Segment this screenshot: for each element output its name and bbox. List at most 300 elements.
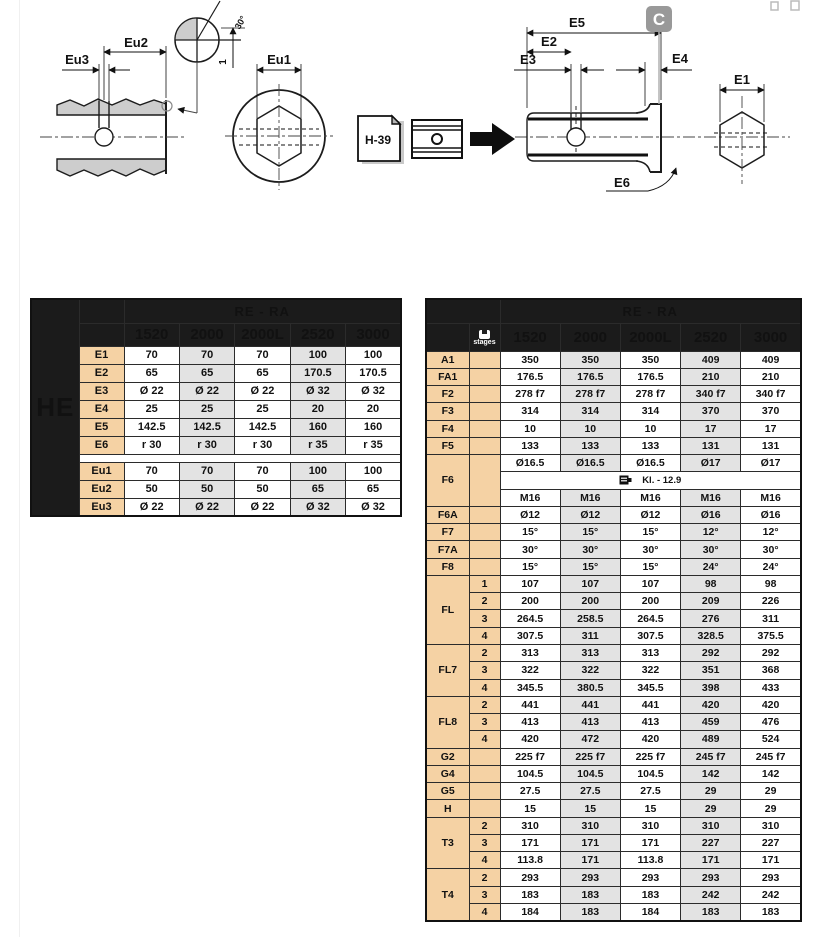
stage-cell: 1: [469, 575, 500, 592]
value-cell: 133: [560, 437, 620, 454]
dim-label-e3: E3: [520, 52, 536, 67]
stage-cell: [469, 368, 500, 385]
value-cell: 227: [741, 834, 801, 851]
technical-drawings: [0, 0, 830, 292]
stage-cell: 4: [469, 679, 500, 696]
value-cell: 420: [741, 696, 801, 713]
value-cell: r 35: [290, 436, 345, 454]
value-cell: 100: [290, 462, 345, 480]
value-cell: 209: [681, 593, 741, 610]
dim-label-e4: E4: [672, 51, 688, 66]
column-header: 1520: [500, 323, 560, 351]
stage-cell: 2: [469, 645, 500, 662]
value-cell: 142.5: [235, 418, 290, 436]
stage-cell: [469, 558, 500, 575]
row-label-cell: E3: [79, 382, 124, 400]
rera-dimensions-table: [425, 298, 802, 922]
view-badge: [646, 6, 672, 104]
value-cell: M16: [741, 489, 801, 506]
value-cell: 413: [620, 714, 680, 731]
sleeve-coupling-icon: [412, 120, 462, 158]
value-cell: 314: [620, 403, 680, 420]
value-cell: 20: [290, 400, 345, 418]
value-cell: 10: [500, 420, 560, 437]
column-header: 2520: [681, 323, 741, 351]
value-cell: Ø 22: [235, 498, 290, 516]
table-title: RE - RA: [500, 299, 801, 323]
value-cell: Ø 22: [235, 382, 290, 400]
value-cell: 350: [500, 351, 560, 368]
value-cell: 441: [500, 696, 560, 713]
value-cell: 375.5: [741, 627, 801, 644]
value-cell: 70: [124, 462, 179, 480]
dim-label-eu2: Eu2: [124, 35, 148, 50]
value-cell: 113.8: [620, 852, 680, 869]
value-cell: 29: [681, 783, 741, 800]
group-label-cell: FL8: [426, 696, 469, 748]
value-cell: 489: [681, 731, 741, 748]
value-cell: 210: [681, 368, 741, 385]
stage-cell: 2: [469, 869, 500, 886]
row-label-cell: E4: [79, 400, 124, 418]
dim-label-eu3: Eu3: [65, 52, 89, 67]
value-cell: 65: [235, 364, 290, 382]
column-header: 3000: [346, 323, 401, 346]
value-cell: 29: [681, 800, 741, 817]
chamfer-angle-label: 30°: [232, 14, 249, 31]
stage-cell: [469, 800, 500, 817]
value-cell: 171: [560, 834, 620, 851]
value-cell: 65: [346, 480, 401, 498]
hollow-shaft-section-view: [40, 1, 333, 190]
group-label-cell: FA1: [426, 368, 469, 385]
dim-label-e1: E1: [734, 72, 750, 87]
value-cell: 314: [500, 403, 560, 420]
value-cell: 340 f7: [681, 386, 741, 403]
value-cell: 15: [620, 800, 680, 817]
stage-cell: 3: [469, 610, 500, 627]
value-cell: 25: [179, 400, 234, 418]
value-cell: r 35: [346, 436, 401, 454]
stages-column-header: [469, 323, 500, 351]
value-cell: 171: [560, 852, 620, 869]
value-cell: 184: [620, 904, 680, 921]
view-badge-label: C: [652, 10, 666, 29]
value-cell: Ø 22: [179, 382, 234, 400]
value-cell: 459: [681, 714, 741, 731]
value-cell: 65: [290, 480, 345, 498]
column-header: 2000L: [620, 323, 680, 351]
header-spacer: [79, 299, 124, 323]
value-cell: 293: [741, 869, 801, 886]
value-cell: 50: [124, 480, 179, 498]
stage-cell: [469, 524, 500, 541]
stage-cell: [469, 783, 500, 800]
value-cell: 225 f7: [500, 748, 560, 765]
stage-cell: 2: [469, 593, 500, 610]
value-cell: M16: [620, 489, 680, 506]
fastener-class-label: Kl. - 12.9: [642, 474, 682, 486]
chamfer-depth-label: 1: [218, 59, 229, 65]
stage-cell: [469, 748, 500, 765]
row-label-cell: Eu1: [79, 462, 124, 480]
value-cell: M16: [500, 489, 560, 506]
stage-cell: 3: [469, 834, 500, 851]
group-label-cell: FL: [426, 575, 469, 644]
value-cell: 313: [620, 645, 680, 662]
group-label-cell: G4: [426, 765, 469, 782]
value-cell: 15: [500, 800, 560, 817]
value-cell: 15: [560, 800, 620, 817]
header-spacer: [426, 299, 500, 323]
column-header: 2520: [290, 323, 345, 346]
page-corner-artifacts: [771, 1, 799, 10]
value-cell: r 30: [179, 436, 234, 454]
value-cell: 370: [741, 403, 801, 420]
value-cell: 409: [741, 351, 801, 368]
arrow-right-icon: [470, 123, 515, 155]
value-cell: 311: [741, 610, 801, 627]
value-cell: 50: [179, 480, 234, 498]
value-cell: 258.5: [560, 610, 620, 627]
value-cell: 98: [681, 575, 741, 592]
row-label-cell: Eu2: [79, 480, 124, 498]
value-cell: 131: [741, 437, 801, 454]
stage-cell: [469, 437, 500, 454]
value-cell: 345.5: [500, 679, 560, 696]
value-cell: 15°: [560, 524, 620, 541]
stage-cell: [469, 455, 500, 507]
value-cell: Ø 32: [346, 498, 401, 516]
value-cell: 184: [500, 904, 560, 921]
value-cell: Ø12: [560, 506, 620, 523]
value-cell: 420: [681, 696, 741, 713]
value-cell: 176.5: [620, 368, 680, 385]
value-cell: 160: [290, 418, 345, 436]
value-cell: 20: [346, 400, 401, 418]
group-label-cell: F8: [426, 558, 469, 575]
page-edge-line: [19, 0, 20, 937]
value-cell: 50: [235, 480, 290, 498]
stage-cell: [469, 403, 500, 420]
value-cell: 30°: [681, 541, 741, 558]
group-label-cell: T3: [426, 817, 469, 869]
stage-cell: [469, 386, 500, 403]
value-cell: 27.5: [500, 783, 560, 800]
value-cell: 12°: [681, 524, 741, 541]
value-cell: 310: [560, 817, 620, 834]
row-label-cell: E1: [79, 346, 124, 364]
output-shaft-view: [514, 6, 790, 191]
stages-label: stages: [473, 338, 496, 346]
value-cell: 15°: [620, 558, 680, 575]
value-cell: 293: [560, 869, 620, 886]
group-label-cell: G5: [426, 783, 469, 800]
value-cell: 441: [560, 696, 620, 713]
value-cell: 293: [500, 869, 560, 886]
value-cell: 30°: [620, 541, 680, 558]
value-cell: 380.5: [560, 679, 620, 696]
value-cell: 293: [620, 869, 680, 886]
dim-label-e6: E6: [614, 175, 630, 190]
value-cell: 278 f7: [560, 386, 620, 403]
value-cell: 292: [681, 645, 741, 662]
value-cell: 310: [741, 817, 801, 834]
stage-cell: 3: [469, 714, 500, 731]
value-cell: 322: [620, 662, 680, 679]
stage-cell: [469, 351, 500, 368]
value-cell: Ø12: [620, 506, 680, 523]
value-cell: 314: [560, 403, 620, 420]
value-cell: 142.5: [124, 418, 179, 436]
stage-cell: [469, 420, 500, 437]
value-cell: 12°: [741, 524, 801, 541]
value-cell: 17: [741, 420, 801, 437]
value-cell: 433: [741, 679, 801, 696]
group-label-cell: F7A: [426, 541, 469, 558]
group-label-cell: F7: [426, 524, 469, 541]
section-spacer: [79, 454, 401, 462]
value-cell: 322: [500, 662, 560, 679]
group-label-cell: F2: [426, 386, 469, 403]
value-cell: 413: [500, 714, 560, 731]
value-cell: Ø16.5: [620, 455, 680, 472]
group-label-cell: G2: [426, 748, 469, 765]
value-cell: 183: [741, 904, 801, 921]
stage-cell: [469, 506, 500, 523]
value-cell: 472: [560, 731, 620, 748]
value-cell: 441: [620, 696, 680, 713]
value-cell: 264.5: [500, 610, 560, 627]
value-cell: 200: [620, 593, 680, 610]
value-cell: 104.5: [620, 765, 680, 782]
stage-cell: [469, 765, 500, 782]
value-cell: 171: [741, 852, 801, 869]
value-cell: 98: [741, 575, 801, 592]
value-cell: 142: [681, 765, 741, 782]
value-cell: 25: [235, 400, 290, 418]
value-cell: 176.5: [500, 368, 560, 385]
value-cell: Ø16: [681, 506, 741, 523]
value-cell: 278 f7: [500, 386, 560, 403]
value-cell: r 30: [235, 436, 290, 454]
value-cell: 70: [235, 462, 290, 480]
value-cell: 200: [500, 593, 560, 610]
column-header: 3000: [741, 323, 801, 351]
value-cell: 310: [500, 817, 560, 834]
value-cell: 227: [681, 834, 741, 851]
value-cell: 10: [560, 420, 620, 437]
value-cell: 370: [681, 403, 741, 420]
stage-cell: 4: [469, 904, 500, 921]
value-cell: 100: [346, 462, 401, 480]
value-cell: 225 f7: [560, 748, 620, 765]
value-cell: 524: [741, 731, 801, 748]
value-cell: Ø 32: [290, 382, 345, 400]
group-label-cell: F6: [426, 455, 469, 507]
value-cell: 409: [681, 351, 741, 368]
value-cell: 313: [560, 645, 620, 662]
value-cell: 176.5: [560, 368, 620, 385]
output-shaft-end-view: [714, 72, 770, 184]
group-label-cell: H: [426, 800, 469, 817]
value-cell: 15°: [500, 558, 560, 575]
value-cell: 113.8: [500, 852, 560, 869]
value-cell: 245 f7: [681, 748, 741, 765]
header-spacer: [426, 323, 469, 351]
value-cell: 278 f7: [620, 386, 680, 403]
value-cell: 350: [620, 351, 680, 368]
column-header: 2000: [179, 323, 234, 346]
dim-label-e5: E5: [569, 15, 585, 30]
value-cell: 183: [500, 886, 560, 903]
value-cell: 210: [741, 368, 801, 385]
value-cell: 183: [560, 904, 620, 921]
value-cell: 171: [681, 852, 741, 869]
value-cell: Ø17: [741, 455, 801, 472]
value-cell: 30°: [500, 541, 560, 558]
value-cell: Ø 22: [179, 498, 234, 516]
row-label-cell: E6: [79, 436, 124, 454]
value-cell: 245 f7: [741, 748, 801, 765]
stage-cell: 3: [469, 886, 500, 903]
value-cell: 413: [560, 714, 620, 731]
value-cell: 104.5: [500, 765, 560, 782]
value-cell: 351: [681, 662, 741, 679]
row-label-cell: E5: [79, 418, 124, 436]
group-label-cell: T4: [426, 869, 469, 921]
group-label-cell: F6A: [426, 506, 469, 523]
value-cell: 310: [620, 817, 680, 834]
stage-cell: 4: [469, 852, 500, 869]
value-cell: 420: [620, 731, 680, 748]
value-cell: 30°: [741, 541, 801, 558]
value-cell: 15°: [500, 524, 560, 541]
value-cell: 70: [179, 346, 234, 364]
chamfer-detail: [162, 1, 248, 113]
dim-label-eu1: Eu1: [267, 52, 291, 67]
value-cell: 29: [741, 800, 801, 817]
value-cell: Ø12: [500, 506, 560, 523]
value-cell: 170.5: [290, 364, 345, 382]
stage-cell: 4: [469, 731, 500, 748]
value-cell: r 30: [124, 436, 179, 454]
hollow-shaft-end-view: [225, 52, 333, 190]
value-cell: 171: [500, 834, 560, 851]
group-label-cell: F3: [426, 403, 469, 420]
group-label-cell: FL7: [426, 645, 469, 697]
value-cell: M16: [560, 489, 620, 506]
stage-cell: [469, 541, 500, 558]
value-cell: 310: [681, 817, 741, 834]
value-cell: 27.5: [620, 783, 680, 800]
value-cell: 183: [560, 886, 620, 903]
value-cell: 160: [346, 418, 401, 436]
value-cell: 476: [741, 714, 801, 731]
value-cell: 25: [124, 400, 179, 418]
value-cell: 30°: [560, 541, 620, 558]
page-ref-label: H-39: [364, 133, 392, 147]
column-header: 1520: [124, 323, 179, 346]
value-cell: 350: [560, 351, 620, 368]
value-cell: 70: [235, 346, 290, 364]
value-cell: 368: [741, 662, 801, 679]
column-header: 2000: [560, 323, 620, 351]
value-cell: 340 f7: [741, 386, 801, 403]
value-cell: 107: [500, 575, 560, 592]
value-cell: 420: [500, 731, 560, 748]
row-label-cell: Eu3: [79, 498, 124, 516]
page-ref-icon: [358, 116, 404, 164]
value-cell: Ø 22: [124, 498, 179, 516]
stage-cell: 2: [469, 817, 500, 834]
table-title: RE - RA: [124, 299, 401, 323]
value-cell: 311: [560, 627, 620, 644]
value-cell: 242: [741, 886, 801, 903]
value-cell: 133: [620, 437, 680, 454]
value-cell: 171: [620, 834, 680, 851]
value-cell: Ø 32: [290, 498, 345, 516]
value-cell: 29: [741, 783, 801, 800]
value-cell: 307.5: [500, 627, 560, 644]
value-cell: 226: [741, 593, 801, 610]
value-cell: Ø 22: [124, 382, 179, 400]
group-label-cell: A1: [426, 351, 469, 368]
group-label-cell: F5: [426, 437, 469, 454]
value-cell: 107: [560, 575, 620, 592]
value-cell: 293: [681, 869, 741, 886]
value-cell: 70: [124, 346, 179, 364]
value-cell: 307.5: [620, 627, 680, 644]
value-cell: 142.5: [179, 418, 234, 436]
value-cell: 10: [620, 420, 680, 437]
value-cell: 107: [620, 575, 680, 592]
stage-cell: 2: [469, 696, 500, 713]
value-cell: 328.5: [681, 627, 741, 644]
value-cell: 242: [681, 886, 741, 903]
merged-note-cell: [500, 472, 801, 489]
value-cell: 264.5: [620, 610, 680, 627]
value-cell: 183: [681, 904, 741, 921]
value-cell: 24°: [681, 558, 741, 575]
value-cell: 15°: [620, 524, 680, 541]
value-cell: 292: [741, 645, 801, 662]
value-cell: 65: [179, 364, 234, 382]
he-dimensions-table: [30, 298, 402, 517]
value-cell: 100: [290, 346, 345, 364]
column-header: 2000L: [235, 323, 290, 346]
value-cell: 65: [124, 364, 179, 382]
row-label-cell: E2: [79, 364, 124, 382]
value-cell: Ø16.5: [500, 455, 560, 472]
dim-label-e2: E2: [541, 34, 557, 49]
value-cell: Ø 32: [346, 382, 401, 400]
value-cell: 70: [179, 462, 234, 480]
value-cell: 276: [681, 610, 741, 627]
value-cell: 313: [500, 645, 560, 662]
value-cell: 15°: [560, 558, 620, 575]
stage-cell: 3: [469, 662, 500, 679]
value-cell: 104.5: [560, 765, 620, 782]
header-spacer: [79, 323, 124, 346]
value-cell: 142: [741, 765, 801, 782]
value-cell: 398: [681, 679, 741, 696]
value-cell: M16: [681, 489, 741, 506]
value-cell: 170.5: [346, 364, 401, 382]
value-cell: Ø16.5: [560, 455, 620, 472]
group-label-cell: F4: [426, 420, 469, 437]
value-cell: Ø16: [741, 506, 801, 523]
